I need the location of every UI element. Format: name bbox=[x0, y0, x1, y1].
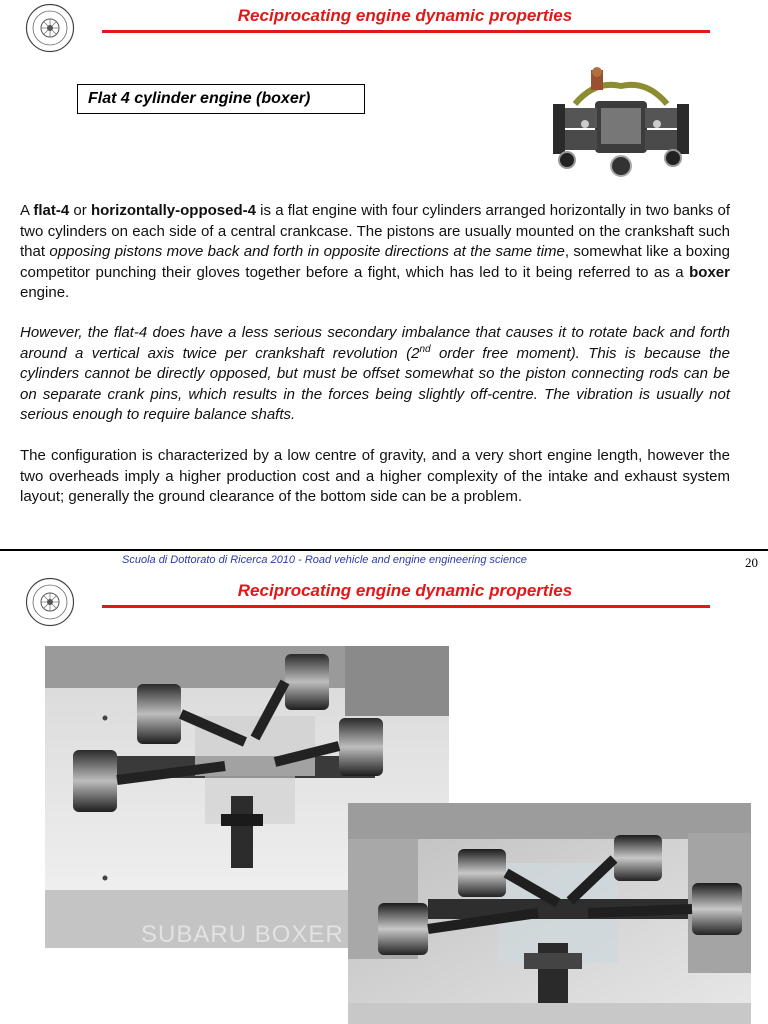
slide-separator bbox=[0, 549, 768, 551]
slide-title: Reciprocating engine dynamic properties bbox=[237, 581, 573, 600]
page-number: 20 bbox=[745, 555, 758, 570]
boxer-engine-illustration bbox=[545, 66, 695, 184]
boxer-engine-cutaway-photo bbox=[348, 803, 751, 1024]
paragraph-definition: A flat-4 or horizontally-opposed-4 is a flat engine with four cylinders arranged horizontally in two banks of two cylinders on each side of a central crankcase. The pistons are usually mounted on the crankshaft such that opposing pistons move back and forth in opposite directions at the same time, somewhat like a boxing competitor punching their gloves together before a fight, which has led to it being referred to as a boxer engine. bbox=[20, 202, 730, 301]
section-heading: Flat 4 cylinder engine (boxer) bbox=[77, 84, 365, 114]
slide-title: Reciprocating engine dynamic properties bbox=[237, 6, 573, 25]
footer-course-title: Scuola di Dottorato di Ricerca 2010 - Road vehicle and engine engineering science bbox=[122, 554, 527, 566]
university-seal-logo bbox=[25, 3, 75, 53]
university-seal-logo bbox=[25, 577, 75, 627]
paragraph-configuration: The configuration is characterized by a low centre of gravity, and a very short engine length, however the two overheads imply a higher production cost and a higher complexity of the intake and exhaust system layout; generally the ground clearance of the bottom side can be a problem. bbox=[20, 447, 730, 505]
title-underline bbox=[102, 30, 710, 33]
title-underline bbox=[102, 605, 710, 608]
paragraph-imbalance: However, the flat-4 does have a less serious secondary imbalance that causes it to rotate back and forth around a vertical axis twice per crankshaft revolution (2nd order free moment). This is because the cylinders cannot be directly opposed, but must be offset somewhat so the piston connecting rods can be on separate crank pins, which results in the forces being slightly off-centre. The vibration is usually not serious enough to require balance shafts. bbox=[20, 324, 730, 423]
photo-logo-caption: SUBARU BOXER bbox=[141, 921, 344, 948]
